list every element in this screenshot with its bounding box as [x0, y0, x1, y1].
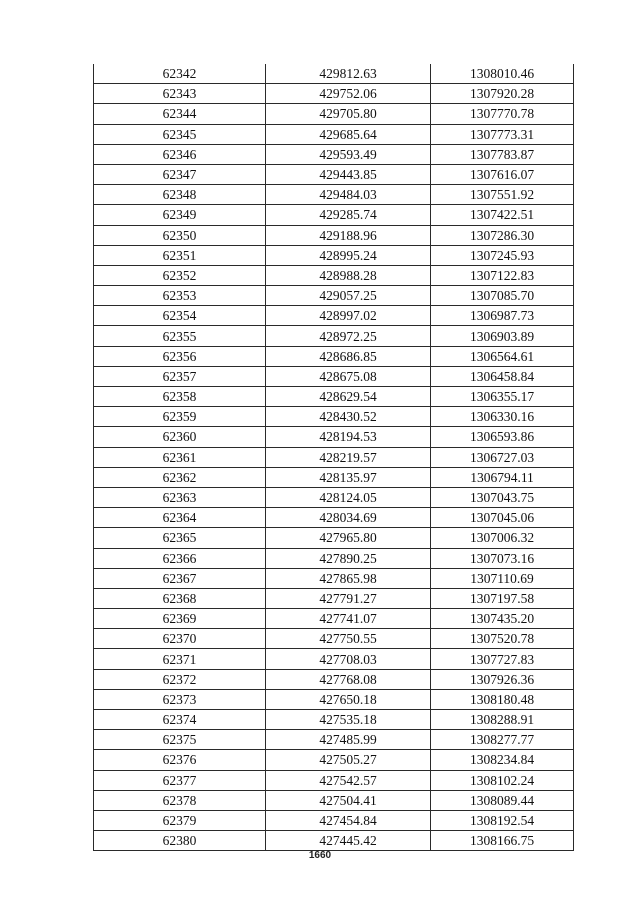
point-id-cell: 62355	[94, 326, 266, 346]
point-id-cell: 62343	[94, 84, 266, 104]
table-row	[94, 669, 574, 689]
x-coordinate-cell: 429484.03	[266, 185, 431, 205]
x-coordinate-cell: 428430.52	[266, 407, 431, 427]
x-coordinate-cell: 427768.08	[266, 669, 431, 689]
y-coordinate-cell: 1307920.28	[431, 84, 574, 104]
x-coordinate-cell: 428988.28	[266, 265, 431, 285]
x-coordinate-cell: 428995.24	[266, 245, 431, 265]
table-row	[94, 245, 574, 265]
x-coordinate-cell: 428997.02	[266, 306, 431, 326]
y-coordinate-cell: 1306330.16	[431, 407, 574, 427]
table-row	[94, 810, 574, 830]
x-coordinate-cell: 429752.06	[266, 84, 431, 104]
point-id-cell: 62377	[94, 770, 266, 790]
point-id-cell: 62353	[94, 286, 266, 306]
x-coordinate-cell: 427542.57	[266, 770, 431, 790]
y-coordinate-cell: 1307551.92	[431, 185, 574, 205]
table-row	[94, 487, 574, 507]
point-id-cell: 62365	[94, 528, 266, 548]
y-coordinate-cell: 1306564.61	[431, 346, 574, 366]
y-coordinate-cell: 1308180.48	[431, 689, 574, 709]
table-row	[94, 64, 574, 84]
table-row	[94, 144, 574, 164]
point-id-cell: 62375	[94, 730, 266, 750]
point-id-cell: 62380	[94, 831, 266, 851]
x-coordinate-cell: 427791.27	[266, 588, 431, 608]
x-coordinate-cell: 428194.53	[266, 427, 431, 447]
x-coordinate-cell: 427505.27	[266, 750, 431, 770]
table-row	[94, 467, 574, 487]
y-coordinate-cell: 1307197.58	[431, 588, 574, 608]
x-coordinate-cell: 427454.84	[266, 810, 431, 830]
table-row	[94, 286, 574, 306]
y-coordinate-cell: 1307045.06	[431, 508, 574, 528]
table-row	[94, 750, 574, 770]
x-coordinate-cell: 428972.25	[266, 326, 431, 346]
point-id-cell: 62374	[94, 710, 266, 730]
x-coordinate-cell: 429593.49	[266, 144, 431, 164]
table-row	[94, 790, 574, 810]
y-coordinate-cell: 1308234.84	[431, 750, 574, 770]
y-coordinate-cell: 1307770.78	[431, 104, 574, 124]
x-coordinate-cell: 428675.08	[266, 366, 431, 386]
y-coordinate-cell: 1306727.03	[431, 447, 574, 467]
point-id-cell: 62347	[94, 164, 266, 184]
point-id-cell: 62360	[94, 427, 266, 447]
table-row	[94, 629, 574, 649]
y-coordinate-cell: 1307043.75	[431, 487, 574, 507]
table-row	[94, 366, 574, 386]
table-row	[94, 568, 574, 588]
y-coordinate-cell: 1307616.07	[431, 164, 574, 184]
y-coordinate-cell: 1308192.54	[431, 810, 574, 830]
y-coordinate-cell: 1307245.93	[431, 245, 574, 265]
y-coordinate-cell: 1308166.75	[431, 831, 574, 851]
y-coordinate-cell: 1306593.86	[431, 427, 574, 447]
table-row	[94, 387, 574, 407]
x-coordinate-cell: 427535.18	[266, 710, 431, 730]
point-id-cell: 62362	[94, 467, 266, 487]
table-row	[94, 689, 574, 709]
x-coordinate-cell: 427708.03	[266, 649, 431, 669]
point-id-cell: 62354	[94, 306, 266, 326]
y-coordinate-cell: 1307286.30	[431, 225, 574, 245]
y-coordinate-cell: 1307926.36	[431, 669, 574, 689]
point-id-cell: 62351	[94, 245, 266, 265]
y-coordinate-cell: 1308010.46	[431, 64, 574, 84]
table-row	[94, 346, 574, 366]
point-id-cell: 62350	[94, 225, 266, 245]
table-row	[94, 104, 574, 124]
table-row	[94, 306, 574, 326]
y-coordinate-cell: 1307783.87	[431, 144, 574, 164]
point-id-cell: 62367	[94, 568, 266, 588]
x-coordinate-cell: 427965.80	[266, 528, 431, 548]
y-coordinate-cell: 1307727.83	[431, 649, 574, 669]
y-coordinate-cell: 1307773.31	[431, 124, 574, 144]
point-id-cell: 62346	[94, 144, 266, 164]
x-coordinate-cell: 429685.64	[266, 124, 431, 144]
x-coordinate-cell: 428135.97	[266, 467, 431, 487]
table-row	[94, 831, 574, 851]
point-id-cell: 62368	[94, 588, 266, 608]
table-row	[94, 548, 574, 568]
x-coordinate-cell: 427650.18	[266, 689, 431, 709]
point-id-cell: 62358	[94, 387, 266, 407]
table-row	[94, 447, 574, 467]
y-coordinate-cell: 1307435.20	[431, 609, 574, 629]
point-id-cell: 62348	[94, 185, 266, 205]
point-id-cell: 62342	[94, 64, 266, 84]
table-row	[94, 528, 574, 548]
table-row	[94, 427, 574, 447]
y-coordinate-cell: 1306355.17	[431, 387, 574, 407]
x-coordinate-cell: 427504.41	[266, 790, 431, 810]
table-row	[94, 124, 574, 144]
table-row	[94, 407, 574, 427]
y-coordinate-cell: 1308288.91	[431, 710, 574, 730]
table-row	[94, 326, 574, 346]
point-id-cell: 62370	[94, 629, 266, 649]
x-coordinate-cell: 427741.07	[266, 609, 431, 629]
table-row	[94, 508, 574, 528]
point-id-cell: 62349	[94, 205, 266, 225]
point-id-cell: 62369	[94, 609, 266, 629]
y-coordinate-cell: 1308102.24	[431, 770, 574, 790]
x-coordinate-cell: 428629.54	[266, 387, 431, 407]
point-id-cell: 62378	[94, 790, 266, 810]
table-row	[94, 770, 574, 790]
point-id-cell: 62361	[94, 447, 266, 467]
x-coordinate-cell: 427890.25	[266, 548, 431, 568]
y-coordinate-cell: 1306987.73	[431, 306, 574, 326]
table-row	[94, 84, 574, 104]
y-coordinate-cell: 1306458.84	[431, 366, 574, 386]
y-coordinate-cell: 1307073.16	[431, 548, 574, 568]
table-row	[94, 649, 574, 669]
y-coordinate-cell: 1307122.83	[431, 265, 574, 285]
x-coordinate-cell: 429443.85	[266, 164, 431, 184]
point-id-cell: 62357	[94, 366, 266, 386]
point-id-cell: 62359	[94, 407, 266, 427]
point-id-cell: 62376	[94, 750, 266, 770]
point-id-cell: 62373	[94, 689, 266, 709]
x-coordinate-cell: 428219.57	[266, 447, 431, 467]
point-id-cell: 62364	[94, 508, 266, 528]
x-coordinate-cell: 427445.42	[266, 831, 431, 851]
y-coordinate-cell: 1306794.11	[431, 467, 574, 487]
x-coordinate-cell: 427485.99	[266, 730, 431, 750]
page-number: 1660	[308, 850, 332, 861]
coordinates-table-body	[94, 64, 574, 851]
y-coordinate-cell: 1307085.70	[431, 286, 574, 306]
x-coordinate-cell: 429705.80	[266, 104, 431, 124]
point-id-cell: 62344	[94, 104, 266, 124]
table-row	[94, 185, 574, 205]
y-coordinate-cell: 1306903.89	[431, 326, 574, 346]
x-coordinate-cell: 428124.05	[266, 487, 431, 507]
table-row	[94, 265, 574, 285]
x-coordinate-cell: 429812.63	[266, 64, 431, 84]
x-coordinate-cell: 428686.85	[266, 346, 431, 366]
y-coordinate-cell: 1307006.32	[431, 528, 574, 548]
table-row	[94, 609, 574, 629]
point-id-cell: 62372	[94, 669, 266, 689]
point-id-cell: 62379	[94, 810, 266, 830]
point-id-cell: 62366	[94, 548, 266, 568]
table-row	[94, 710, 574, 730]
y-coordinate-cell: 1307110.69	[431, 568, 574, 588]
table-row	[94, 588, 574, 608]
table-row	[94, 730, 574, 750]
table-row	[94, 205, 574, 225]
y-coordinate-cell: 1308089.44	[431, 790, 574, 810]
table-row	[94, 225, 574, 245]
x-coordinate-cell: 428034.69	[266, 508, 431, 528]
table-row	[94, 164, 574, 184]
x-coordinate-cell: 429285.74	[266, 205, 431, 225]
x-coordinate-cell: 427865.98	[266, 568, 431, 588]
x-coordinate-cell: 429057.25	[266, 286, 431, 306]
point-id-cell: 62345	[94, 124, 266, 144]
point-id-cell: 62363	[94, 487, 266, 507]
x-coordinate-cell: 429188.96	[266, 225, 431, 245]
point-id-cell: 62352	[94, 265, 266, 285]
y-coordinate-cell: 1307520.78	[431, 629, 574, 649]
coordinates-table	[93, 64, 574, 851]
point-id-cell: 62371	[94, 649, 266, 669]
y-coordinate-cell: 1307422.51	[431, 205, 574, 225]
y-coordinate-cell: 1308277.77	[431, 730, 574, 750]
x-coordinate-cell: 427750.55	[266, 629, 431, 649]
point-id-cell: 62356	[94, 346, 266, 366]
